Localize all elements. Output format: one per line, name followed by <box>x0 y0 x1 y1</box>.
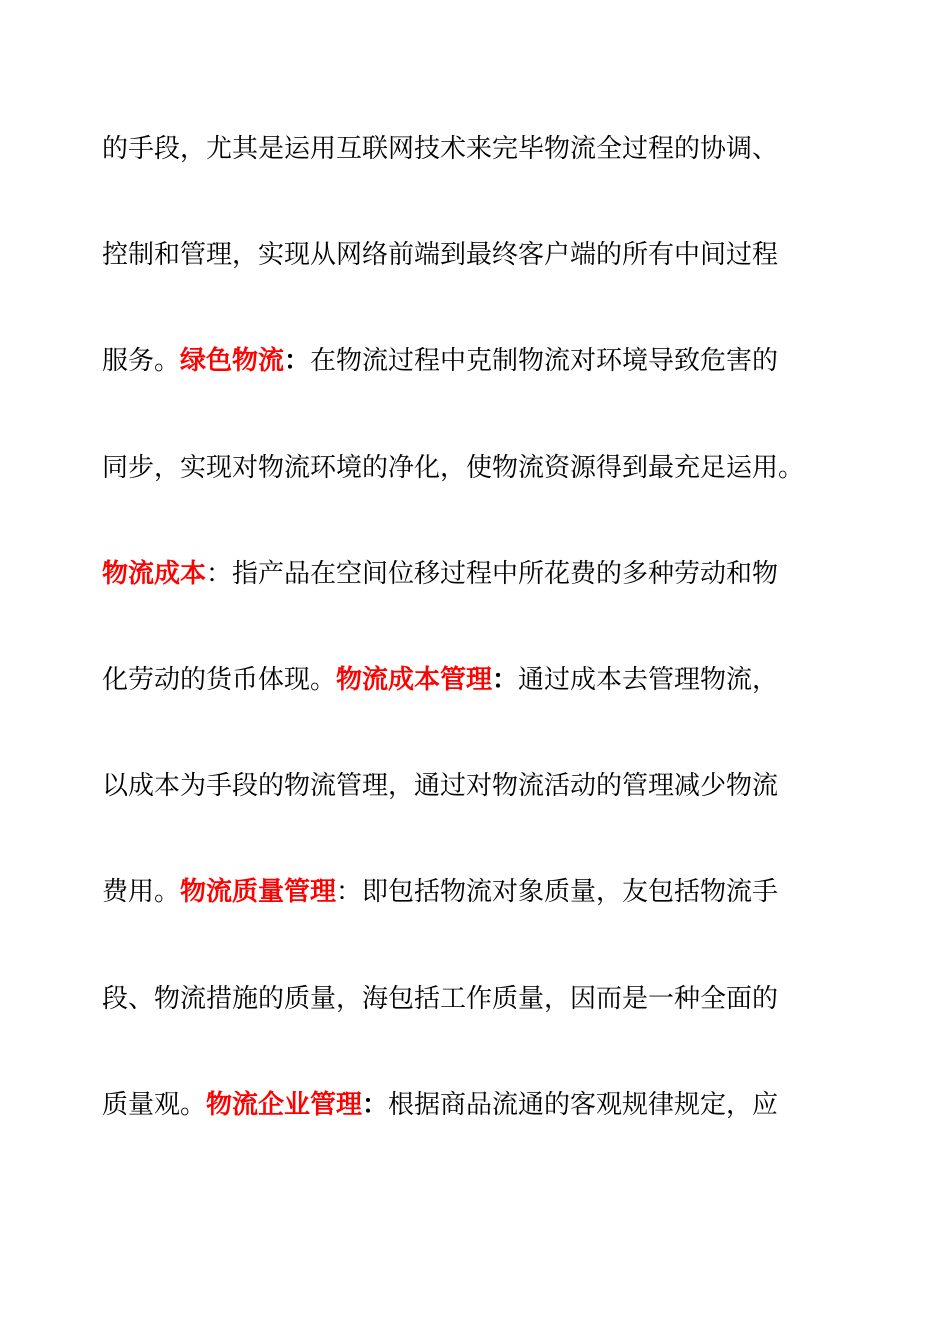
body-text: 以成本为手段的物流管理，通过对物流活动的管理减少物流 <box>102 771 779 801</box>
body-text: 化劳动的货币体现。 <box>102 665 337 695</box>
body-text: 段、物流措施的质量，海包括工作质量，因而是一种全面的 <box>102 984 779 1014</box>
text-line <box>102 238 778 272</box>
highlighted-term: 物流成本 <box>102 559 207 589</box>
body-text: 通过成本去管理物流， <box>518 665 779 695</box>
text-line <box>102 769 778 803</box>
text-line <box>102 132 778 166</box>
body-text: ：指产品在空间位移过程中所花费的多种劳动和物 <box>206 559 779 589</box>
text-line <box>102 663 778 697</box>
body-text: 控制和管理，实现从网络前端到最终客户端的所有中间过程 <box>102 240 779 270</box>
body-text: 质量观。 <box>102 1090 207 1120</box>
body-text: 在物流过程中克制物流对环境导致危害的 <box>310 346 779 376</box>
body-text: 同步，实现对物流环境的净化，使物流资源得到最充足运用。 <box>102 453 805 483</box>
text-line <box>102 982 778 1016</box>
text-line <box>102 1088 778 1122</box>
term-colon: ： <box>492 665 519 695</box>
body-text: ：即包括物流对象质量，友包括物流手 <box>336 877 779 907</box>
term-colon: ： <box>362 1090 389 1120</box>
text-line <box>102 875 778 909</box>
text-line <box>102 344 778 378</box>
body-text: 根据商品流通的客观规律规定，应 <box>388 1090 779 1120</box>
text-line <box>102 451 804 485</box>
text-line <box>102 557 778 591</box>
highlighted-term: 物流企业管理 <box>206 1090 363 1120</box>
term-colon: ： <box>284 346 311 376</box>
body-text: 的手段，尤其是运用互联网技术来完毕物流全过程的协调、 <box>102 134 779 164</box>
highlighted-term: 物流成本管理 <box>336 665 493 695</box>
body-text: 费用。 <box>102 877 181 907</box>
highlighted-term: 绿色物流 <box>180 346 285 376</box>
highlighted-term: 物流质量管理 <box>180 877 337 907</box>
body-text: 服务。 <box>102 346 181 376</box>
